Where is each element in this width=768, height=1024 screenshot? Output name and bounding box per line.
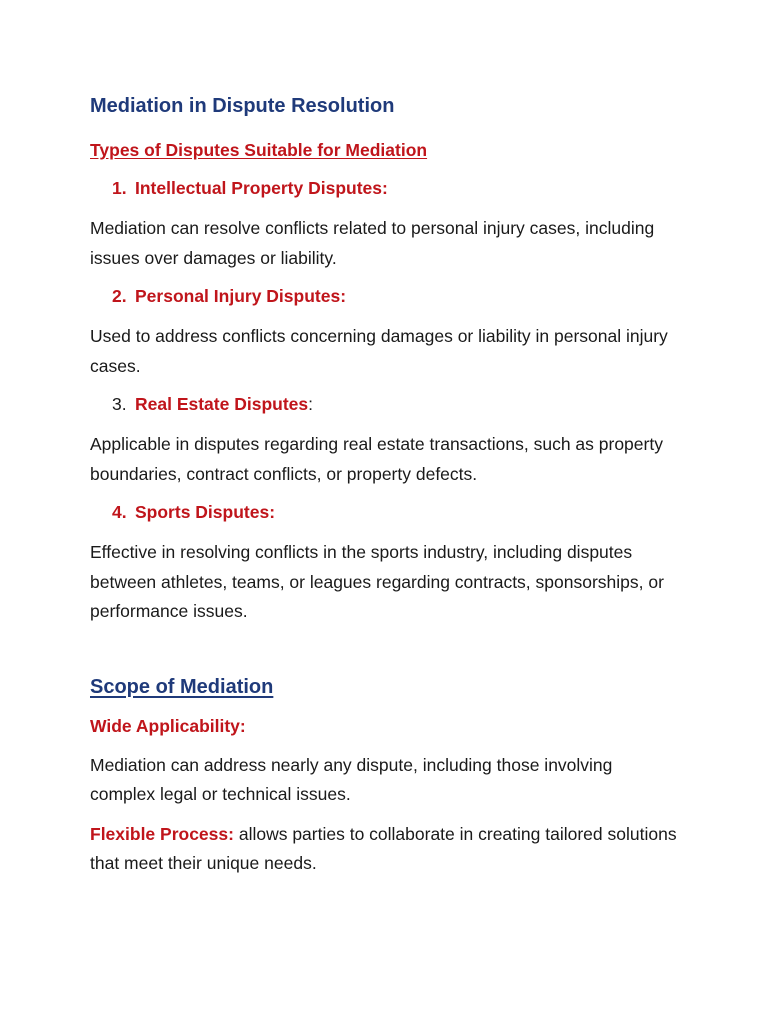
list-item-description: Used to address conflicts concerning damages or liability in personal injury cases. — [90, 326, 668, 376]
list-item-label: Real Estate Disputes — [135, 394, 309, 414]
list-item-label: Intellectual Property Disputes: — [135, 178, 388, 198]
list-item-suffix: : — [308, 394, 313, 414]
section-spacer — [90, 637, 678, 673]
list-item-4 — [90, 499, 678, 525]
flexible-process-paragraph — [90, 820, 678, 879]
list-item-number: 2. — [112, 286, 127, 306]
list-item-3 — [90, 391, 678, 417]
list-item-number: 3. — [112, 394, 127, 414]
list-item-label: Personal Injury Disputes: — [135, 286, 347, 306]
wide-applicability-description: Mediation can address nearly any dispute, including those involving complex legal or technical issues. — [90, 754, 613, 804]
flexible-process-label: Flexible Process: — [90, 823, 234, 844]
wide-applicability-label: Wide Applicability: — [90, 715, 246, 736]
list-item-1 — [90, 175, 678, 201]
list-item-2 — [90, 283, 678, 309]
flexible-process-description: allows parties to collaborate in creating tailored solutions that meet their unique needs. — [90, 823, 677, 873]
list-item-description: Effective in resolving conflicts in the sports industry, including disputes between athletes, teams, or leagues regarding contracts, sponsorships, or performance issues. — [90, 542, 664, 621]
list-item-description: Mediation can resolve conflicts related to personal injury cases, including issues over damages or liability. — [90, 218, 655, 268]
list-item-description: Applicable in disputes regarding real estate transactions, such as property boundaries, contract conflicts, or property defects. — [90, 434, 663, 484]
list-item-number: 1. — [112, 178, 127, 198]
document-title: Mediation in Dispute Resolution — [90, 95, 395, 117]
list-item-label: Sports Disputes: — [135, 502, 276, 522]
list-item-label-wrap — [135, 391, 313, 417]
section-heading-types: Types of Disputes Suitable for Mediation — [90, 140, 428, 160]
list-item-number: 4. — [112, 502, 127, 522]
section-heading-scope: Scope of Mediation — [90, 675, 274, 698]
